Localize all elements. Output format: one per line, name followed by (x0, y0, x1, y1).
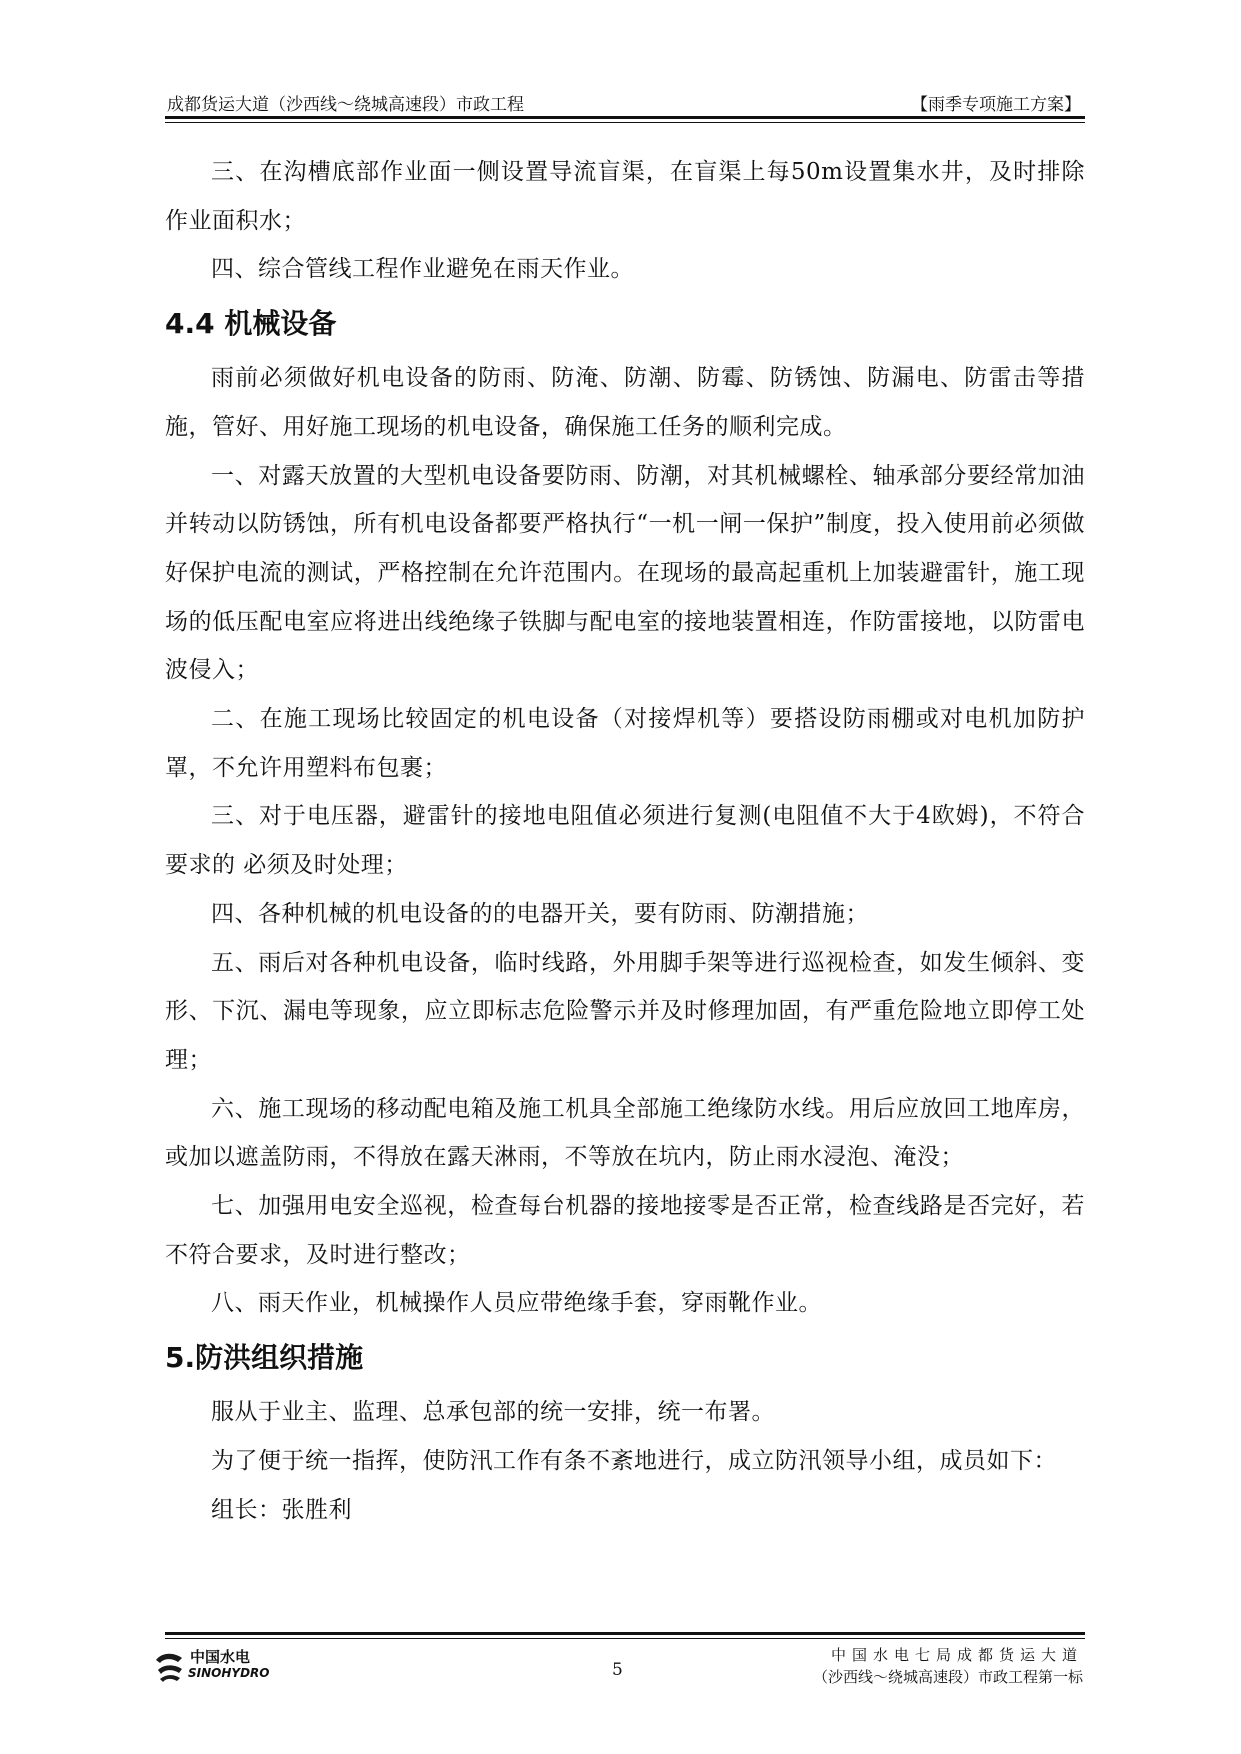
paragraph: 八、雨天作业，机械操作人员应带绝缘手套，穿雨靴作业。 (211, 1290, 822, 1317)
logo-chinese-text: 中国水电 (190, 1648, 251, 1666)
section-heading-5: 5.防洪组织措施 (165, 1341, 364, 1375)
footer-contractor-line2: （沙西线～绕城高速段）市政工程第一标 (812, 1668, 1083, 1686)
paragraph: 雨前必须做好机电设备的防雨、防淹、防潮、防霉、防锈蚀、防漏电、防雷击等措施，管好、用好施工现场的机电设备，确保施工任务的顺利完成。 (165, 365, 1085, 440)
footer-contractor-line1: 中国水电七局成都货运大道 (830, 1646, 1083, 1664)
document-body (165, 148, 1085, 1534)
paragraph: 五、雨后对各种机电设备，临时线路，外用脚手架等进行巡视检查，如发生倾斜、变形、下沉、漏电等现象，应立即标志危险警示并及时修理加固，有严重危险地立即停工处理； (165, 949, 1085, 1073)
logo-english-text: SINOHYDRO (188, 1666, 270, 1680)
footer-rule-thin (165, 1638, 1085, 1639)
paragraph: 二、在施工现场比较固定的机电设备（对接焊机等）要搭设防雨棚或对电机加防护罩，不允许用塑料布包裹； (165, 706, 1085, 781)
paragraph: 一、对露天放置的大型机电设备要防雨、防潮，对其机械螺栓、轴承部分要经常加油并转动以防锈蚀，所有机电设备都要严格执行“一机一闸一保护”制度，投入使用前必须做好保护电流的测试，严格控制在允许范围内。在现场的最高起重机上加装避雷针，施工现场的低压配电室应将进出线绝缘子铁脚与配电室的接地装置相连，作防雷接地，以防雷电波侵入； (165, 462, 1085, 684)
sinohydro-logo-icon (152, 1646, 188, 1686)
paragraph: 七、加强用电安全巡视，检查每台机器的接地接零是否正常，检查线路是否完好，若不符合要求，及时进行整改； (165, 1193, 1085, 1268)
paragraph: 服从于业主、监理、总承包部的统一安排，统一布署。 (211, 1399, 775, 1426)
sinohydro-logo (152, 1646, 282, 1690)
paragraph: 四、综合管线工程作业避免在雨天作业。 (211, 256, 634, 283)
paragraph: 三、在沟槽底部作业面一侧设置导流盲渠，在盲渠上每50m设置集水井，及时排除作业面积水； (165, 159, 1085, 234)
paragraph: 六、施工现场的移动配电箱及施工机具全部施工绝缘防水线。用后应放回工地库房，或加以遮盖防雨，不得放在露天淋雨，不等放在坑内，防止雨水浸泡、淹没； (165, 1095, 1085, 1171)
paragraph: 四、各种机械的机电设备的的电器开关，要有防雨、防潮措施； (211, 900, 869, 927)
page-number: 5 (612, 1660, 623, 1680)
section-heading-4-4: 4.4 机械设备 (165, 307, 337, 341)
footer-rule-thick (165, 1632, 1085, 1635)
header-rule-thin (165, 122, 1085, 123)
header-rule-thick (165, 116, 1085, 119)
page-header (165, 86, 1085, 120)
header-document-type: 【雨季专项施工方案】 (911, 95, 1081, 115)
paragraph: 三、对于电压器，避雷针的接地电阻值必须进行复测(电阻值不大于4欧姆)，不符合要求的 必须及时处理； (165, 803, 1085, 879)
paragraph: 组长：张胜利 (211, 1496, 352, 1523)
footer-contractor (793, 1644, 1083, 1688)
header-project-title: 成都货运大道（沙西线～绕城高速段）市政工程 (167, 95, 524, 115)
paragraph: 为了便于统一指挥，使防汛工作有条不紊地进行，成立防汛领导小组，成员如下： (211, 1447, 1057, 1474)
